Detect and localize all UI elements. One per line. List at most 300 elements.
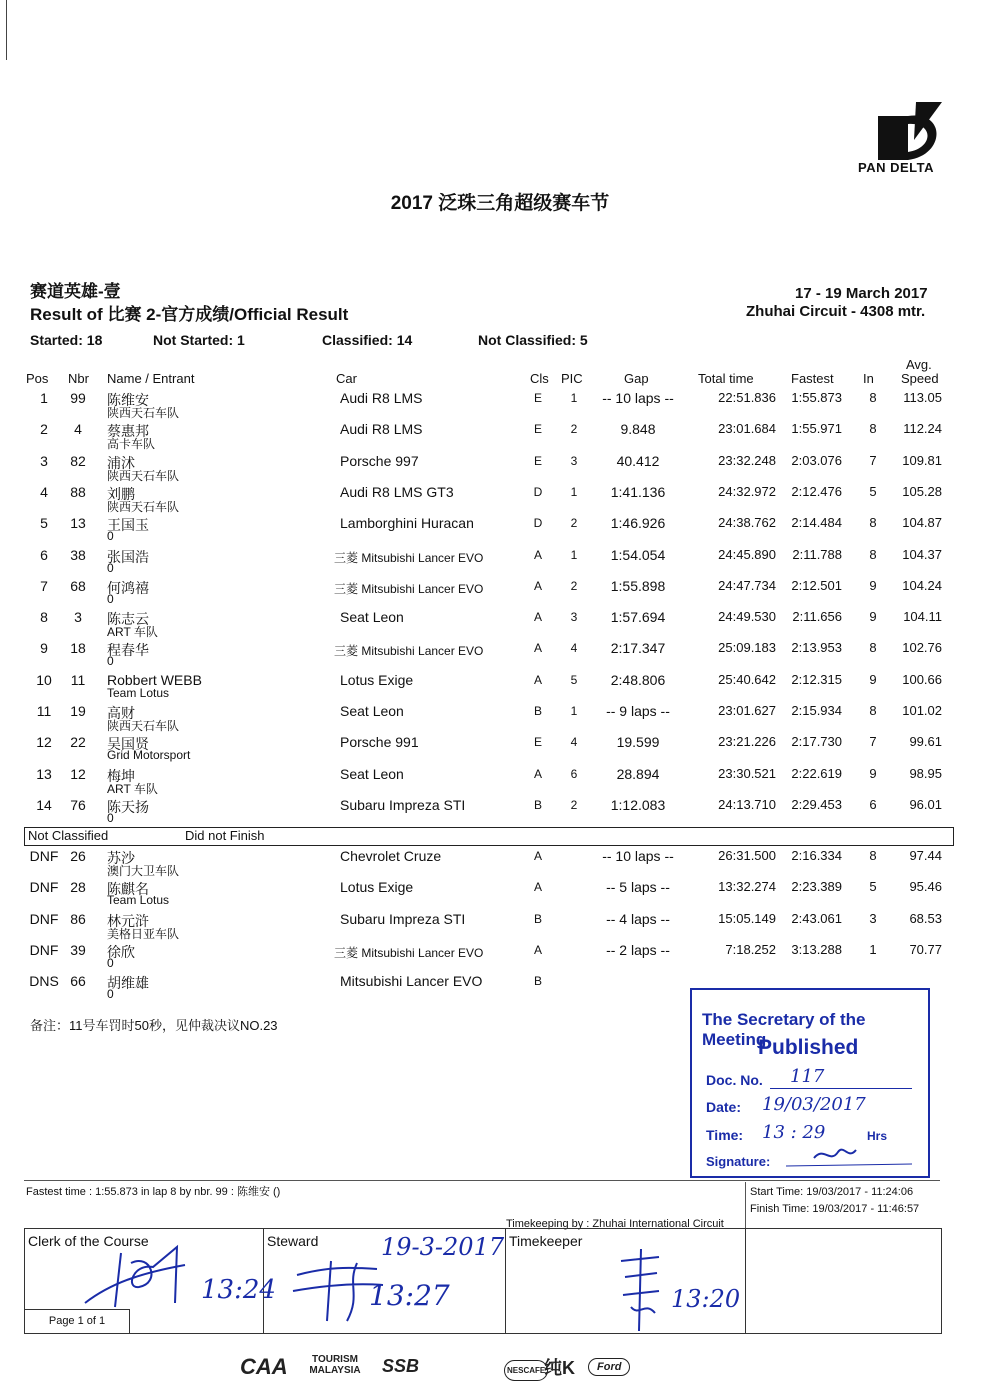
cell-nbr: 3 [74, 609, 82, 626]
cell-avg-speed: 105.28 [902, 483, 942, 499]
result-row [0, 515, 1000, 546]
cell-in: 7 [869, 452, 877, 468]
col-cls: Cls [530, 371, 549, 386]
cell-nbr: 11 [70, 671, 86, 688]
sponsor-ssb: SSB [382, 1356, 420, 1376]
cell-nbr: 76 [70, 796, 86, 813]
sponsor-strip [210, 1350, 770, 1386]
series-title: 赛道英雄-壹 [30, 282, 121, 301]
cell-class: B [533, 704, 542, 718]
cell-pos: 12 [36, 734, 52, 751]
cell-nbr: 88 [70, 483, 86, 500]
cell-total-time: 22:51.836 [718, 390, 776, 405]
classified-count: Classified: 14 [322, 332, 413, 348]
cell-driver: 徐欣 [107, 943, 135, 960]
cell-in: 1 [869, 941, 877, 957]
cell-gap: -- 9 laps -- [606, 703, 670, 719]
cell-avg-speed: 113.05 [903, 390, 942, 405]
cell-in: 9 [869, 765, 877, 781]
result-row [0, 453, 1000, 484]
cell-class: E [533, 422, 542, 437]
cell-entrant: 0 [107, 654, 114, 669]
cell-entrant: 0 [107, 810, 114, 825]
cell-avg-speed: 109.81 [902, 452, 942, 468]
sponsor-chunk: 纯K [544, 1358, 575, 1378]
sign-divider-2 [505, 1229, 506, 1333]
steward-label: Steward [267, 1233, 319, 1249]
cell-avg-speed: 70.77 [909, 941, 942, 957]
cell-entrant: 0 [107, 955, 114, 970]
cell-car: Subaru Impreza STI [340, 910, 466, 927]
cell-in: 8 [869, 390, 877, 405]
cell-fastest: 2:16.334 [791, 848, 842, 863]
event-dates: 17 - 19 March 2017 [795, 285, 928, 302]
cell-nbr: 19 [70, 703, 86, 719]
cell-in: 7 [869, 734, 877, 750]
cell-driver: 蔡惠邦 [107, 423, 149, 440]
cell-entrant: 陕西天石车队 [107, 468, 180, 483]
cell-class: E [533, 735, 542, 750]
timekeeper-label: Timekeeper [509, 1233, 583, 1249]
cell-pic: 1 [570, 704, 578, 718]
cell-driver: 陈维安 [107, 392, 149, 408]
not-started-count: Not Started: 1 [153, 332, 245, 348]
cell-avg-speed: 97.44 [909, 848, 942, 863]
cell-pos: 6 [40, 546, 48, 563]
stamp-title: The Secretary of the Meeting [702, 1010, 866, 1049]
cell-fastest: 1:55.873 [791, 390, 842, 405]
cell-fastest: 3:13.288 [791, 941, 842, 957]
cell-class: A [533, 880, 542, 895]
cell-gap: 2:17.347 [610, 640, 666, 657]
cell-class: B [533, 974, 542, 989]
sign-divider-3 [745, 1229, 746, 1333]
cell-car: Audi R8 LMS GT3 [340, 483, 454, 500]
cell-nbr: 18 [70, 640, 86, 657]
cell-driver: 陈志云 [107, 611, 149, 628]
cell-total-time: 24:49.530 [718, 609, 776, 625]
cell-pic: 2 [570, 516, 578, 531]
result-row [0, 484, 1000, 515]
cell-nbr: 12 [70, 765, 86, 782]
cell-in: 9 [869, 577, 877, 593]
stamp-date-label: Date: [706, 1099, 742, 1115]
cell-total-time: 7:18.252 [725, 941, 776, 957]
cell-pic: 1 [570, 547, 578, 562]
cell-avg-speed: 112.24 [903, 421, 942, 437]
cell-in: 8 [869, 515, 877, 531]
cell-car: Porsche 991 [340, 734, 419, 751]
cell-pos: 11 [36, 703, 52, 719]
cell-car: Lamborghini Huracan [340, 515, 474, 532]
cell-class: B [533, 911, 542, 926]
publication-stamp [690, 988, 930, 1178]
cell-nbr: 86 [70, 910, 86, 927]
cell-class: A [533, 849, 542, 863]
result-row [0, 672, 1000, 703]
cell-driver: 何鸿禧 [107, 579, 149, 596]
cell-car: Lotus Exige [340, 671, 414, 688]
cell-gap: 1:57.694 [610, 609, 666, 626]
cell-in: 5 [869, 483, 877, 499]
cell-driver: 吴国贤 [107, 736, 149, 753]
cell-nbr: 66 [70, 973, 86, 990]
circuit-info: Zhuhai Circuit - 4308 mtr. [746, 303, 926, 320]
cell-fastest: 2:11.788 [792, 546, 842, 562]
cell-avg-speed: 100.66 [902, 671, 942, 687]
cell-nbr: 13 [70, 515, 86, 532]
cell-driver: 苏沙 [107, 850, 135, 866]
cell-car: Chevrolet Cruze [340, 848, 442, 864]
cell-car: 三菱 Mitsubishi Lancer EVO [334, 644, 484, 659]
cell-class: A [533, 641, 542, 656]
stamp-signature-icon [784, 1142, 914, 1170]
result-row [0, 766, 1000, 797]
cell-pos: 14 [36, 796, 52, 813]
cell-total-time: 25:40.642 [718, 671, 776, 687]
cell-total-time: 24:32.972 [718, 483, 776, 499]
cell-entrant: 0 [107, 987, 114, 1002]
not-classified-label: Not Classified [28, 828, 109, 843]
cell-total-time: 23:01.684 [718, 421, 776, 437]
not-classified-count: Not Classified: 5 [478, 332, 588, 348]
cell-car: Subaru Impreza STI [340, 796, 466, 813]
cell-pos: 10 [36, 671, 52, 688]
cell-in: 8 [869, 421, 877, 437]
cell-car: Porsche 997 [340, 452, 419, 469]
cell-car: Audi R8 LMS [340, 390, 423, 406]
cell-in: 8 [869, 640, 877, 656]
cell-gap: -- 10 laps -- [602, 848, 674, 864]
cell-gap: 1:54.054 [610, 546, 666, 563]
cell-entrant: Team Lotus [107, 893, 170, 908]
cell-pos: DNF [29, 941, 59, 958]
steward-time: 13:27 [369, 1279, 450, 1312]
clerk-signature-icon [81, 1243, 191, 1313]
cell-pos: 5 [40, 515, 48, 532]
stamp-signature-label: Signature: [706, 1154, 771, 1169]
result-row [0, 879, 1000, 910]
cell-gap: 2:48.806 [610, 671, 666, 688]
cell-driver: 高财 [107, 705, 135, 721]
cell-in: 9 [869, 671, 877, 687]
cell-driver: Robbert WEBB [107, 671, 202, 688]
cell-pic: 3 [570, 453, 578, 468]
cell-pic: 5 [570, 672, 578, 687]
cell-driver: 梅坤 [107, 767, 135, 784]
cell-pos: DNF [29, 910, 59, 927]
result-row [0, 609, 1000, 640]
cell-entrant: ART 车队 [107, 625, 158, 640]
cell-nbr: 38 [70, 546, 86, 563]
cell-class: A [533, 672, 542, 687]
col-avg-top: Avg. [906, 357, 932, 372]
cell-class: B [533, 797, 542, 812]
cell-driver: 刘鹏 [107, 485, 135, 502]
cell-in: 5 [869, 879, 877, 895]
col-in: In [863, 371, 874, 386]
cell-fastest: 2:43.061 [791, 910, 842, 926]
cell-pic: 4 [570, 735, 578, 750]
cell-fastest: 2:17.730 [791, 734, 842, 750]
cell-driver: 林元浒 [107, 912, 149, 929]
cell-gap: 19.599 [616, 734, 660, 751]
clerk-time: 13:24 [201, 1275, 276, 1305]
cell-driver: 陈麒名 [107, 881, 149, 898]
stamp-date-value: 19/03/2017 [762, 1094, 866, 1115]
stamp-doc-label: Doc. No. [706, 1072, 763, 1088]
cell-class: E [533, 453, 542, 468]
cell-total-time: 23:30.521 [718, 765, 776, 781]
cell-fastest: 1:55.971 [791, 421, 842, 437]
cell-gap: 1:41.136 [610, 483, 666, 500]
stamp-doc-line [770, 1088, 912, 1089]
cell-driver: 浦沭 [107, 454, 135, 471]
cell-total-time: 23:21.226 [718, 734, 776, 750]
cell-car: 三菱 Mitsubishi Lancer EVO [334, 945, 484, 960]
cell-total-time: 23:01.627 [718, 703, 776, 718]
start-time: Start Time: 19/03/2017 - 11:24:06 [750, 1186, 914, 1198]
steward-date: 19-3-2017 [381, 1233, 505, 1261]
sponsor-ford: Ford [588, 1358, 630, 1376]
col-gap: Gap [624, 371, 649, 386]
cell-car: 三菱 Mitsubishi Lancer EVO [334, 550, 484, 565]
sponsor-caa: CAA [240, 1354, 288, 1379]
cell-in: 8 [869, 546, 877, 562]
cell-pic: 2 [570, 422, 578, 437]
cell-pos: DNS [29, 973, 59, 990]
cell-fastest: 2:03.076 [791, 452, 842, 468]
cell-driver: 王国玉 [107, 517, 149, 534]
cell-nbr: 4 [74, 421, 82, 438]
cell-entrant: Grid Motorsport [107, 748, 191, 763]
sponsor-tourism: TOURISM MALAYSIA [309, 1354, 361, 1376]
cell-gap: 9.848 [620, 421, 656, 438]
col-name: Name / Entrant [107, 371, 195, 386]
cell-avg-speed: 96.01 [909, 796, 942, 812]
cell-car: 三菱 Mitsubishi Lancer EVO [334, 581, 484, 596]
scan-edge [0, 0, 7, 60]
cell-total-time: 24:13.710 [718, 796, 776, 812]
time-divider [745, 1182, 746, 1228]
cell-total-time: 13:32.274 [718, 879, 776, 895]
result-row [0, 390, 1000, 421]
cell-pos: 13 [36, 765, 52, 782]
fastest-time-note: Fastest time : 1:55.873 in lap 8 by nbr. 99 : 陈维安 () [26, 1186, 281, 1198]
cell-fastest: 2:11.656 [792, 609, 842, 625]
cell-class: A [533, 610, 542, 625]
cell-pos: DNF [29, 848, 59, 864]
timekeeping-by: Timekeeping by : Zhuhai International Circuit [506, 1218, 724, 1230]
cell-fastest: 2:12.501 [791, 577, 842, 593]
clerk-label: Clerk of the Course [28, 1233, 149, 1249]
page-number: Page 1 of 1 [25, 1309, 130, 1333]
cell-entrant: 高卡车队 [107, 437, 156, 452]
cell-driver: 程春华 [107, 642, 149, 659]
result-row [0, 640, 1000, 671]
cell-in: 6 [869, 796, 877, 812]
cell-gap: 1:46.926 [610, 515, 666, 532]
cell-total-time: 15:05.149 [718, 910, 776, 926]
result-row [0, 578, 1000, 609]
sponsor-nescafe: NESCAFE [504, 1360, 548, 1381]
cell-total-time: 24:45.890 [718, 546, 776, 562]
cell-entrant: 0 [107, 529, 114, 544]
result-row [0, 848, 1000, 879]
result-row [0, 734, 1000, 765]
cell-nbr: 99 [70, 390, 86, 406]
cell-nbr: 26 [70, 848, 86, 864]
cell-fastest: 2:22.619 [791, 765, 842, 781]
cell-pos: DNF [29, 879, 59, 896]
cell-pic: 2 [570, 797, 578, 812]
cell-entrant: 美格日亚车队 [107, 926, 180, 941]
stamp-time-label: Time: [706, 1127, 744, 1143]
cell-class: A [533, 942, 542, 957]
cell-entrant: 陕西天石车队 [107, 499, 180, 514]
cell-pos: 4 [40, 483, 48, 500]
cell-pos: 1 [40, 390, 48, 406]
cell-nbr: 28 [70, 879, 86, 896]
cell-fastest: 2:23.389 [791, 879, 842, 895]
cell-gap: -- 10 laps -- [602, 390, 674, 406]
result-title: Result of 比赛 2-官方成绩/Official Result [30, 305, 349, 324]
event-title: 2017 泛珠三角超级赛车节 [390, 193, 610, 214]
cell-nbr: 22 [70, 734, 86, 751]
cell-in: 9 [869, 609, 877, 625]
finish-time: Finish Time: 19/03/2017 - 11:46:57 [750, 1203, 920, 1215]
cell-nbr: 39 [70, 941, 86, 958]
cell-nbr: 82 [70, 452, 86, 469]
cell-car: Lotus Exige [340, 879, 414, 896]
cell-in: 8 [869, 703, 877, 718]
cell-fastest: 2:13.953 [791, 640, 842, 656]
col-pos: Pos [26, 371, 49, 386]
cell-avg-speed: 99.61 [909, 734, 942, 750]
cell-car: Seat Leon [340, 703, 404, 719]
cell-avg-speed: 104.87 [902, 515, 942, 531]
col-pic: PIC [561, 371, 583, 386]
cell-entrant: 0 [107, 591, 114, 606]
cell-pos: 8 [40, 609, 48, 626]
cell-avg-speed: 104.37 [902, 546, 942, 562]
stamp-published: Published [758, 1036, 859, 1059]
cell-class: E [533, 391, 542, 405]
cell-driver: 陈天扬 [107, 798, 149, 815]
col-car: Car [336, 371, 357, 386]
cell-in: 8 [869, 848, 877, 863]
cell-entrant: 0 [107, 560, 114, 575]
penalty-note: 备注：11号车罚时50秒，见仲裁决议NO.23 [30, 1018, 278, 1033]
col-nbr: Nbr [68, 371, 89, 386]
cell-car: Mitsubishi Lancer EVO [340, 973, 483, 990]
cell-avg-speed: 98.95 [909, 765, 942, 781]
not-classified-reason: Did not Finish [185, 828, 265, 843]
cell-car: Seat Leon [340, 609, 404, 626]
cell-avg-speed: 95.46 [909, 879, 942, 895]
started-count: Started: 18 [30, 332, 103, 348]
cell-gap: -- 5 laps -- [606, 879, 670, 896]
cell-gap: 40.412 [616, 452, 660, 469]
result-row [0, 797, 1000, 828]
cell-pos: 9 [40, 640, 48, 657]
cell-entrant: ART 车队 [107, 781, 158, 796]
not-classified-header [24, 827, 954, 846]
cell-fastest: 2:14.484 [791, 515, 842, 531]
cell-driver: 胡维雄 [107, 975, 149, 992]
timekeeper-time: 13:20 [671, 1285, 741, 1313]
cell-pic: 1 [570, 391, 578, 405]
stamp-doc-value: 117 [790, 1066, 825, 1087]
timekeeper-signature-icon [615, 1247, 665, 1333]
col-avg-bottom: Speed [901, 371, 939, 386]
cell-nbr: 68 [70, 577, 86, 594]
cell-class: D [533, 484, 543, 499]
cell-total-time: 25:09.183 [718, 640, 776, 656]
cell-pic: 4 [570, 641, 578, 656]
cell-avg-speed: 101.02 [902, 703, 942, 718]
cell-pic: 1 [570, 484, 578, 499]
cell-total-time: 23:32.248 [718, 452, 776, 468]
col-fastest: Fastest [791, 371, 834, 386]
cell-pic: 3 [570, 610, 578, 625]
cell-gap: 1:55.898 [610, 577, 666, 594]
cell-class: A [533, 547, 542, 562]
cell-class: D [533, 516, 543, 531]
cell-total-time: 24:38.762 [718, 515, 776, 531]
cell-gap: -- 4 laps -- [606, 910, 670, 927]
cell-total-time: 24:47.734 [718, 577, 776, 593]
cell-driver: 张国浩 [107, 548, 149, 565]
cell-avg-speed: 102.76 [902, 640, 942, 656]
cell-gap: 28.894 [616, 765, 660, 782]
cell-pos: 7 [40, 577, 48, 594]
cell-fastest: 2:15.934 [791, 703, 842, 718]
footer-divider [24, 1180, 940, 1181]
cell-pos: 3 [40, 452, 48, 469]
cell-avg-speed: 68.53 [909, 910, 942, 926]
result-row [0, 547, 1000, 578]
cell-pic: 6 [570, 766, 578, 781]
cell-entrant: Team Lotus [107, 685, 170, 700]
result-row [0, 942, 1000, 973]
result-row [0, 911, 1000, 942]
cell-car: Audi R8 LMS [340, 421, 423, 438]
result-row [0, 703, 1000, 734]
cell-class: A [533, 578, 542, 593]
stamp-hrs: Hrs [867, 1129, 888, 1143]
cell-avg-speed: 104.24 [902, 577, 942, 593]
cell-entrant: 澳门大卫车队 [107, 864, 180, 878]
stamp-time-value: 13 : 29 [762, 1122, 826, 1143]
cell-pos: 2 [40, 421, 48, 438]
cell-pic: 2 [570, 578, 578, 593]
cell-in: 3 [869, 910, 877, 926]
cell-avg-speed: 104.11 [903, 609, 942, 625]
signature-box [24, 1228, 942, 1334]
col-total: Total time [698, 371, 754, 386]
result-row [0, 421, 1000, 452]
cell-fastest: 2:12.476 [791, 483, 842, 499]
cell-entrant: 陕西天石车队 [107, 719, 180, 733]
brand-name: PAN DELTA [858, 160, 934, 175]
cell-fastest: 2:12.315 [791, 671, 842, 687]
cell-fastest: 2:29.453 [791, 796, 842, 812]
cell-gap: -- 2 laps -- [606, 941, 670, 958]
cell-entrant: 陕西天石车队 [107, 406, 180, 420]
cell-total-time: 26:31.500 [718, 848, 776, 863]
cell-car: Seat Leon [340, 765, 404, 782]
